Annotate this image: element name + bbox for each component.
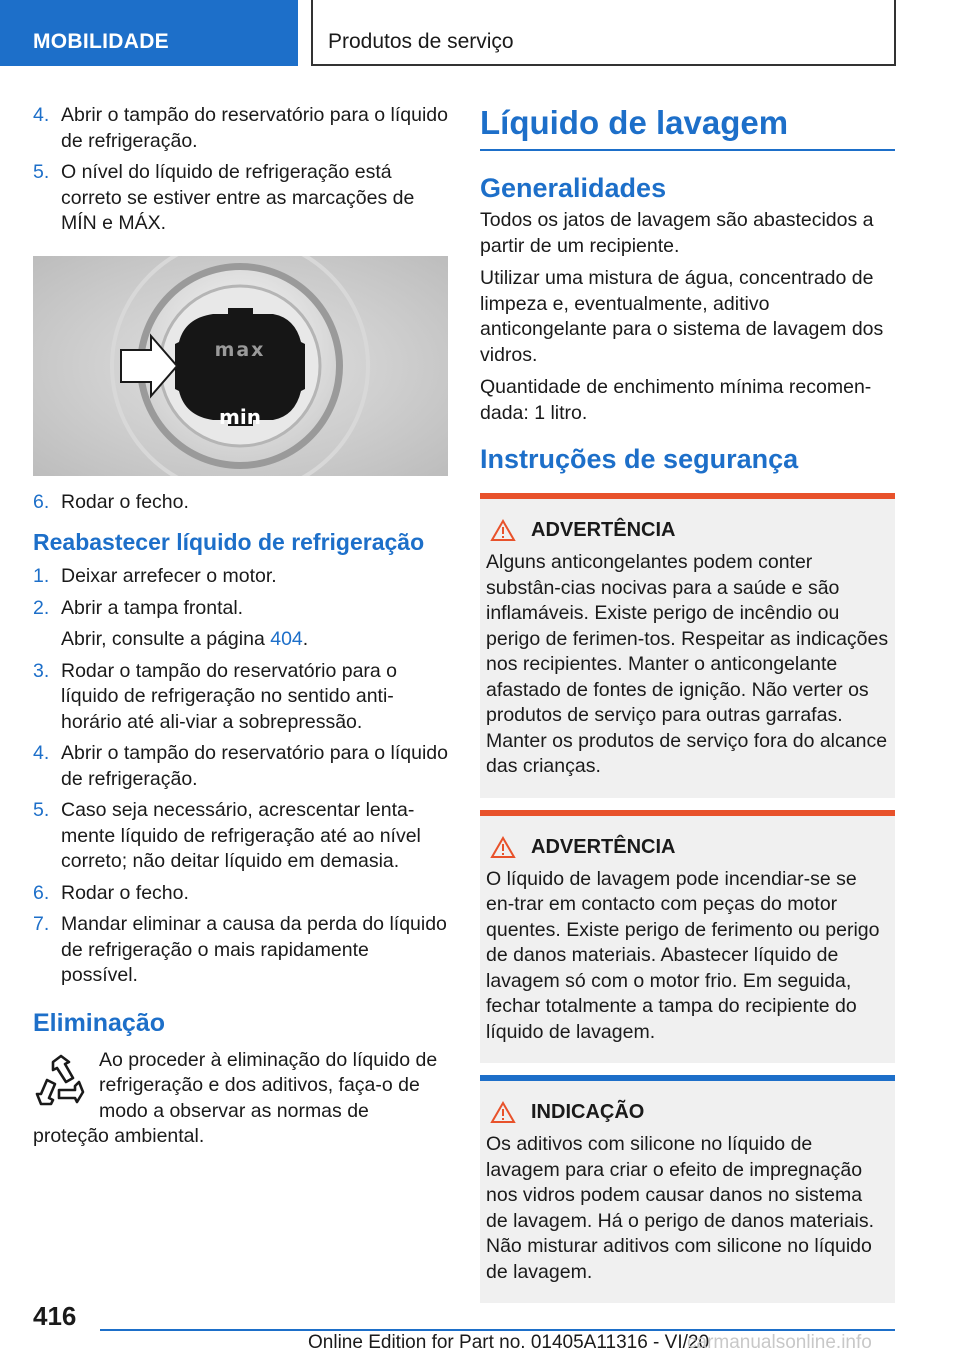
paragraph: Todos os jatos de lavagem são abastecidos a partir de um recipiente. (480, 209, 874, 257)
step-number: 6. (33, 881, 50, 904)
step-text: Abrir a tampa frontal. (61, 596, 244, 619)
coolant-level-photo (33, 256, 448, 476)
step-number: 1. (33, 565, 50, 587)
watermark: carmanualsonline.info (687, 1332, 872, 1353)
step-number: 4. (33, 104, 50, 126)
safety-heading: Instruções de segurança (480, 444, 799, 474)
max-mark: max (214, 338, 266, 361)
step-text: Rodar o fecho. (61, 881, 189, 904)
step-text: O nível do líquido de refrigeração está correto se estiver entre as marcações de MÍN e MÁX. (61, 161, 415, 234)
list-item (33, 596, 448, 622)
step-number: 5. (33, 161, 50, 183)
section-label: MOBILIDADE (33, 30, 169, 53)
disposal-note (33, 1048, 448, 1150)
paragraph: Utilizar uma mistura de água, concentrado de limpeza e, eventualmente, aditivo anticongelante para o sistema de lavagem dos vidros. (480, 267, 884, 366)
page-number: 416 (33, 1301, 77, 1331)
list-item (33, 912, 448, 989)
paragraph: Quantidade de enchimento mínima recomen-dada: 1 litro. (480, 376, 872, 424)
step-text: Abrir o tampão do reservatório para o líquido de refrigeração. (61, 742, 448, 790)
list-item (33, 490, 448, 516)
list-item (33, 103, 448, 154)
step-text: Mandar eliminar a causa da perda do líquido de refrigeração o mais rapidamente possível. (61, 913, 447, 986)
warning-box (480, 810, 895, 1064)
step-number: 6. (33, 490, 50, 513)
notice-box (480, 1075, 895, 1303)
step-number: 5. (33, 799, 50, 821)
list-item (33, 881, 448, 907)
warning-box (480, 493, 895, 798)
step-text: Rodar o fecho. (61, 490, 189, 513)
list-item (33, 160, 448, 237)
section-tab[interactable] (0, 0, 298, 66)
footer-divider (100, 1329, 895, 1331)
page-title: Líquido de lavagem (480, 103, 895, 151)
left-column (33, 103, 448, 1150)
step-number: 7. (33, 913, 50, 935)
notice-title: INDICAÇÃO (531, 1101, 645, 1123)
recycle-icon (33, 1052, 89, 1114)
refill-heading: Reabastecer líquido de refrigeração (33, 529, 425, 555)
right-column (480, 103, 895, 1315)
disposal-heading: Eliminação (33, 1008, 165, 1037)
notice-icon (490, 1101, 516, 1124)
disposal-text: Ao proceder à eliminação do líquido de refrigeração e dos aditivos, faça-o de modo a observar as normas de proteção ambiental. (33, 1048, 438, 1147)
general-heading: Generalidades (480, 173, 667, 203)
step-number: 3. (33, 659, 50, 682)
list-item (33, 659, 448, 736)
page-reference (33, 627, 448, 653)
warning-icon (490, 519, 516, 542)
step-text: Caso seja necessário, acrescentar lenta-mente líquido de refrigeração até ao nível correto; não deitar líquido em demasia. (61, 799, 421, 872)
chapter-label: Produtos de serviço (328, 30, 514, 53)
list-item (33, 564, 448, 590)
chapter-tab[interactable] (311, 0, 896, 66)
step-number: 2. (33, 596, 50, 619)
warning-title: ADVERTÊNCIA (531, 835, 676, 858)
page-link[interactable]: 404 (270, 628, 303, 650)
reference-suffix: . (302, 628, 309, 650)
warning-text: O líquido de lavagem pode incendiar-se se en-trar em contacto com peças do motor quentes. Existe perigo de ferimento ou perigo de danos materiais. Abastecer líquido de lavagem só com o motor frio. Em seguida, fechar totalmente a tampa do recipiente do líquido de lavagem. (486, 867, 880, 1043)
step-text: Deixar arrefecer o motor. (61, 565, 277, 587)
notice-text: Os aditivos com silicone no líquido de lavagem para criar o efeito de impregnação nos vidros podem causar danos no sistema de lavagem. Há o perigo de danos materiais. Não misturar aditivos com silicone no líquido de lavagem. (486, 1133, 875, 1283)
warning-icon (490, 836, 516, 859)
step-text: Rodar o tampão do reservatório para o líquido de refrigeração no sentido anti-horário até ali-viar a sobrepressão. (61, 659, 398, 733)
warning-title: ADVERTÊNCIA (531, 519, 676, 541)
list-item (33, 798, 448, 875)
step-text: Abrir o tampão do reservatório para o líquido de refrigeração. (61, 104, 448, 152)
edition-text: Online Edition for Part no. 01405A11316 - VI/20 (308, 1332, 710, 1353)
list-item (33, 741, 448, 792)
reference-text: Abrir, consulte a página (61, 628, 271, 650)
min-mark: min (219, 404, 261, 429)
warning-text: Alguns anticongelantes podem conter substân-cias nocivas para a saúde e são inflamáveis. Existe perigo de incêndio ou perigo de ferimen-tos. Respeitar as indicações nos recipientes. Manter o anticongelante afastado de fontes de ignição. Não verter os produtos de serviço para outras garrafas. Manter os produtos de serviço fora do alcance das crianças. (486, 551, 889, 777)
step-number: 4. (33, 742, 50, 764)
